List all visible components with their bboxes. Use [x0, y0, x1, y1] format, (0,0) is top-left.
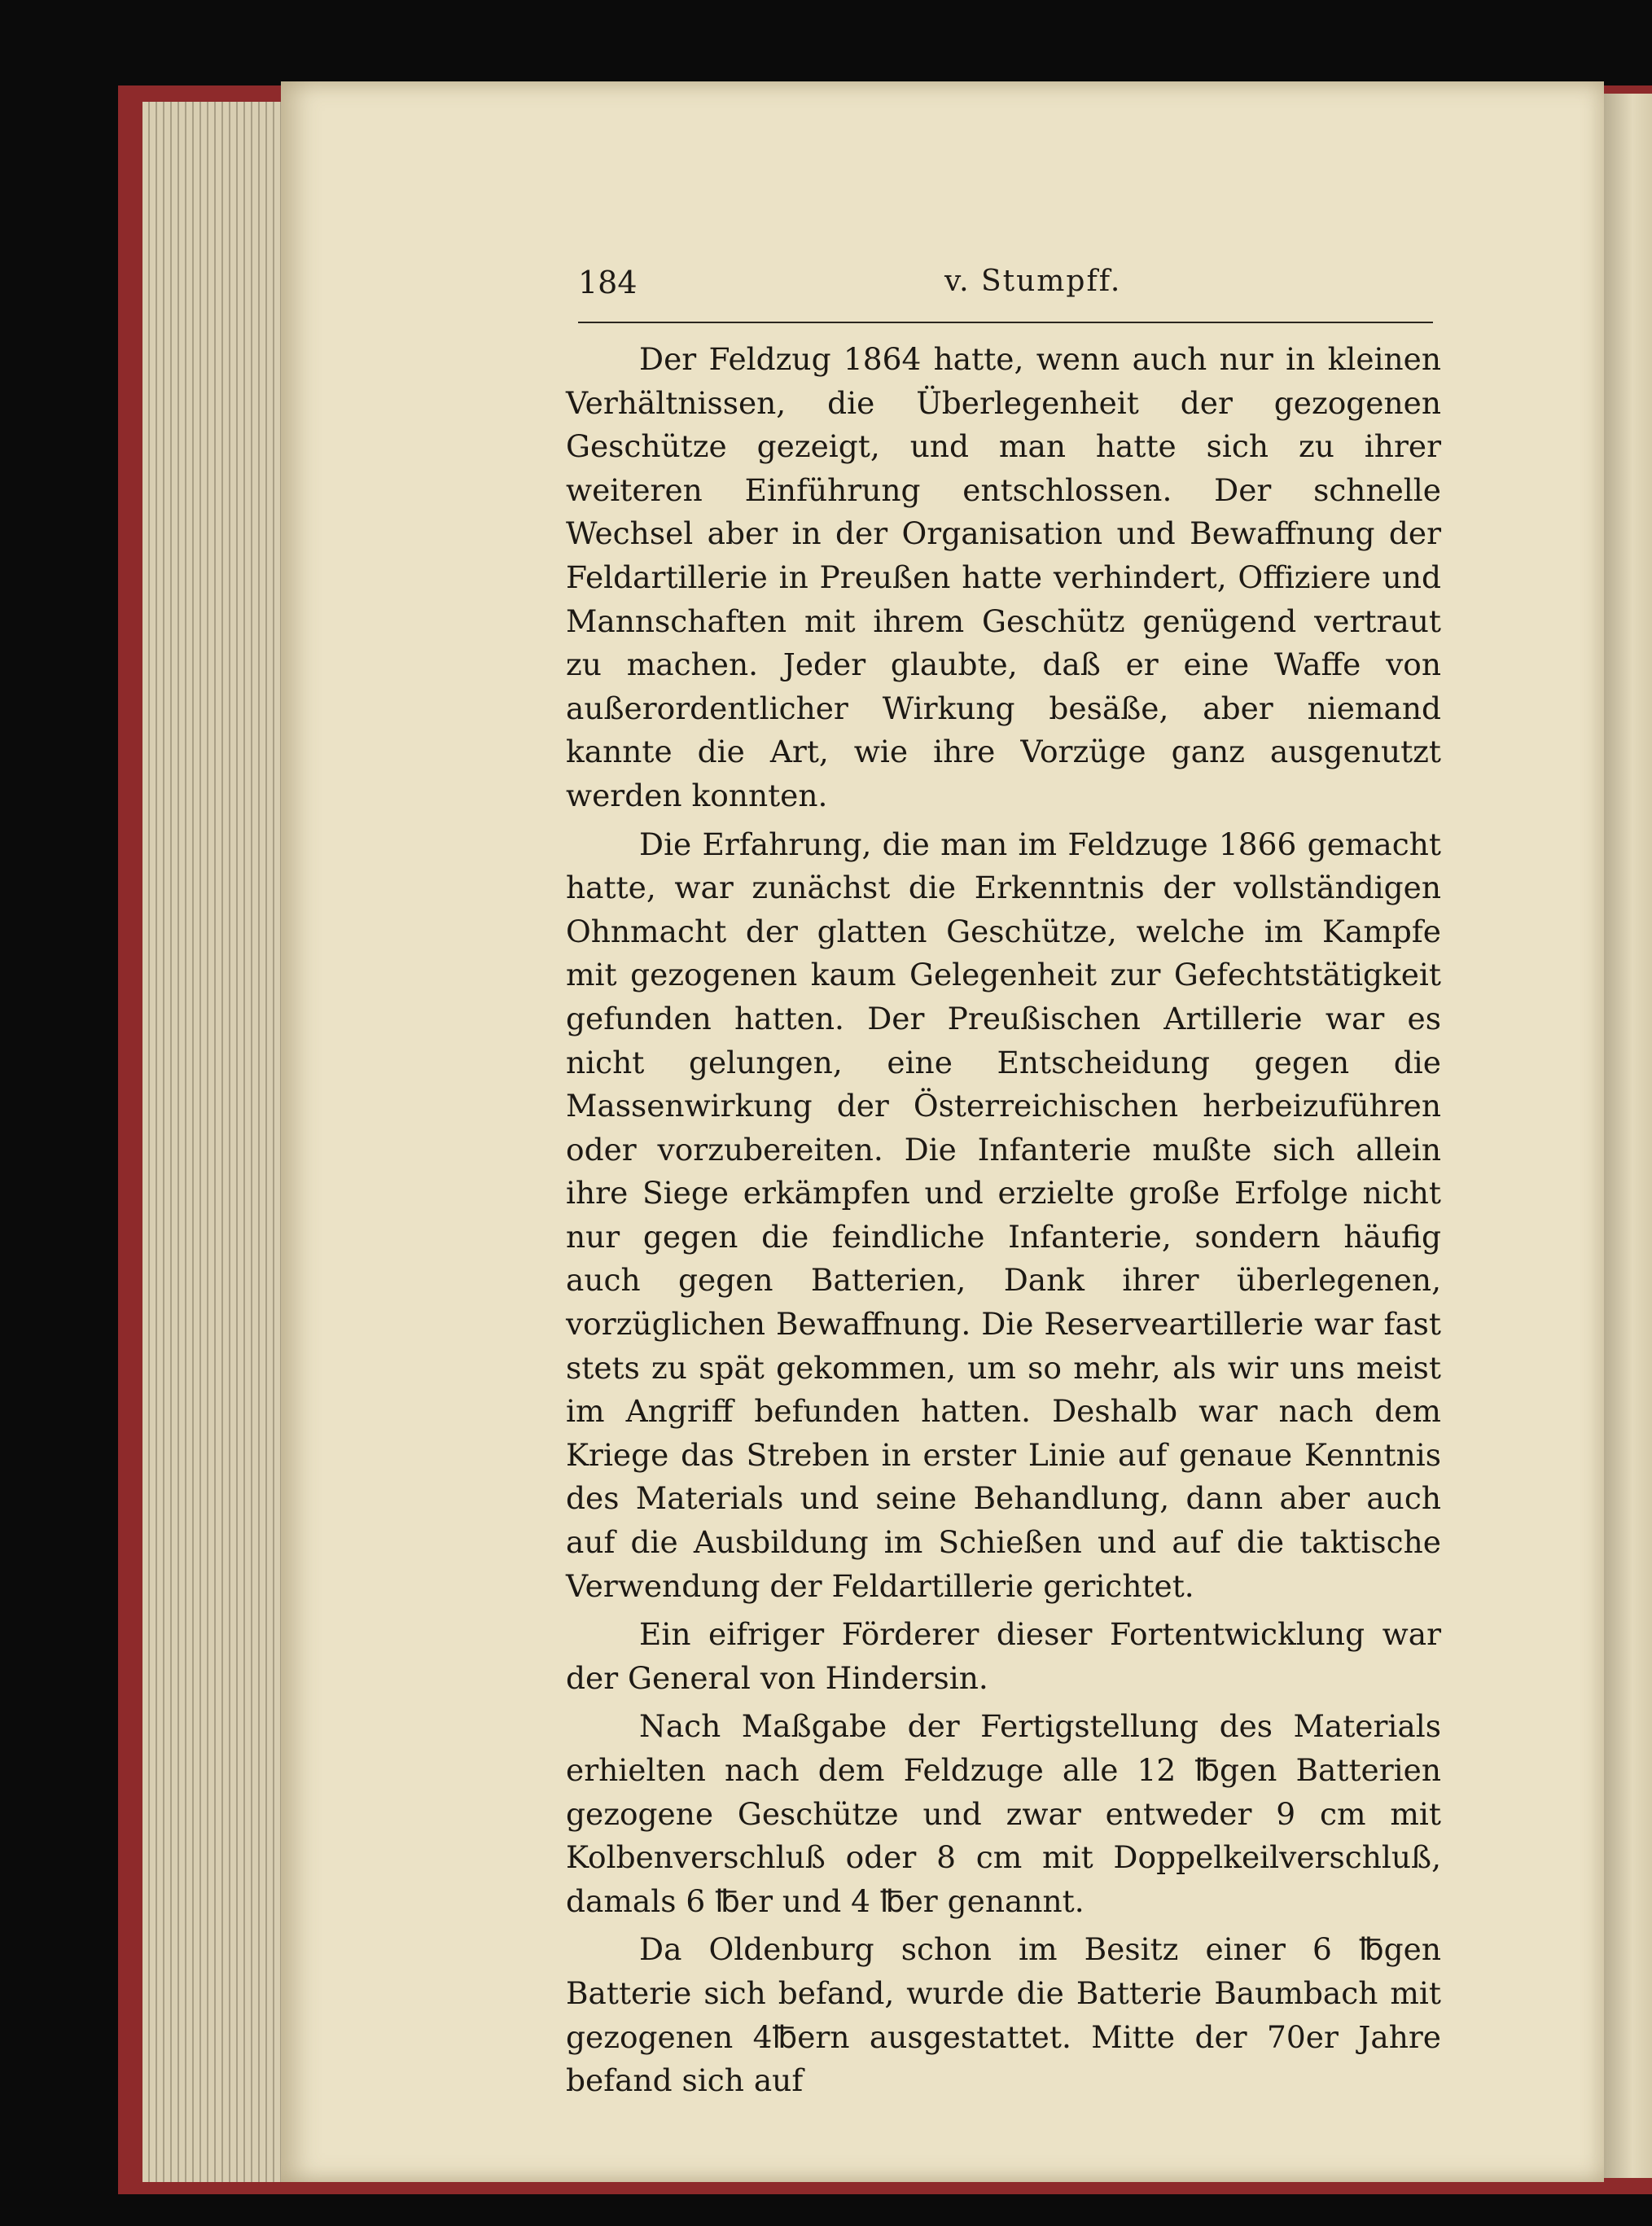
facing-page-edge [1604, 94, 1652, 2178]
paragraph: Da Oldenburg schon im Besitz einer 6 ℔gen Batterie sich befand, wurde die Batterie Baumbach mit gezogenen 4℔ern ausgestattet. Mitte der 70er Jahre befand sich auf [566, 1931, 1441, 2099]
body-text [566, 338, 1441, 2108]
paragraph: Nach Maßgabe der Fertigstellung des Materials erhielten nach dem Feldzuge alle 12 ℔gen Batterien gezogene Geschütze und zwar entweder 9 cm mit Kolbenverschluß oder 8 cm mit Doppelkeilverschluß, damals 6 ℔er und 4 ℔er genannt. [566, 1708, 1441, 1919]
page-header [578, 265, 1433, 323]
running-head: v. Stumpff. [944, 265, 1122, 298]
paragraph: Ein eifriger Förderer dieser Fortentwicklung war der General von Hindersin. [566, 1616, 1441, 1696]
paragraph: Der Feldzug 1864 hatte, wenn auch nur in kleinen Verhältnissen, die Überlegenheit der gezogenen Geschütze gezeigt, und man hatte sich zu ihrer weiteren Einführung entschlossen. Der schnelle Wechsel aber in der Organisation und Bewaffnung der Feldartillerie in Preußen hatte verhindert, Offiziere und Mannschaften mit ihrem Geschütz genügend vertraut zu machen. Jeder glaubte, daß er eine Waffe von außerordentlicher Wirkung besäße, aber niemand kannte die Art, wie ihre Vorzüge ganz ausgenutzt werden konnten. [566, 341, 1441, 813]
page-number: 184 [578, 265, 638, 300]
page-edges [142, 102, 281, 2182]
paragraph: Die Erfahrung, die man im Feldzuge 1866 gemacht hatte, war zunächst die Erkenntnis der vollständigen Ohnmacht der glatten Geschütze, welche im Kampfe mit gezogenen kaum Gelegenheit zur Gefechtstätigkeit gefunden hatten. Der Preußischen Artillerie war es nicht gelungen, eine Entscheidung gegen die Massenwirkung der Österreichischen herbeizuführen oder vorzubereiten. Die Infanterie mußte sich allein ihre Siege erkämpfen und erzielte große Erfolge nicht nur gegen die feindliche Infanterie, sondern häufig auch gegen Batterien, Dank ihrer überlegenen, vorzüglichen Bewaffnung. Die Reserveartillerie war fast stets zu spät gekommen, um so mehr, als wir uns meist im Angriff befunden hatten. Deshalb war nach dem Kriege das Streben in erster Linie auf genaue Kenntnis des Materials und seine Behandlung, dann aber auch auf die Ausbildung im Schießen und auf die taktische Verwendung der Feldartillerie gerichtet. [566, 826, 1441, 1604]
